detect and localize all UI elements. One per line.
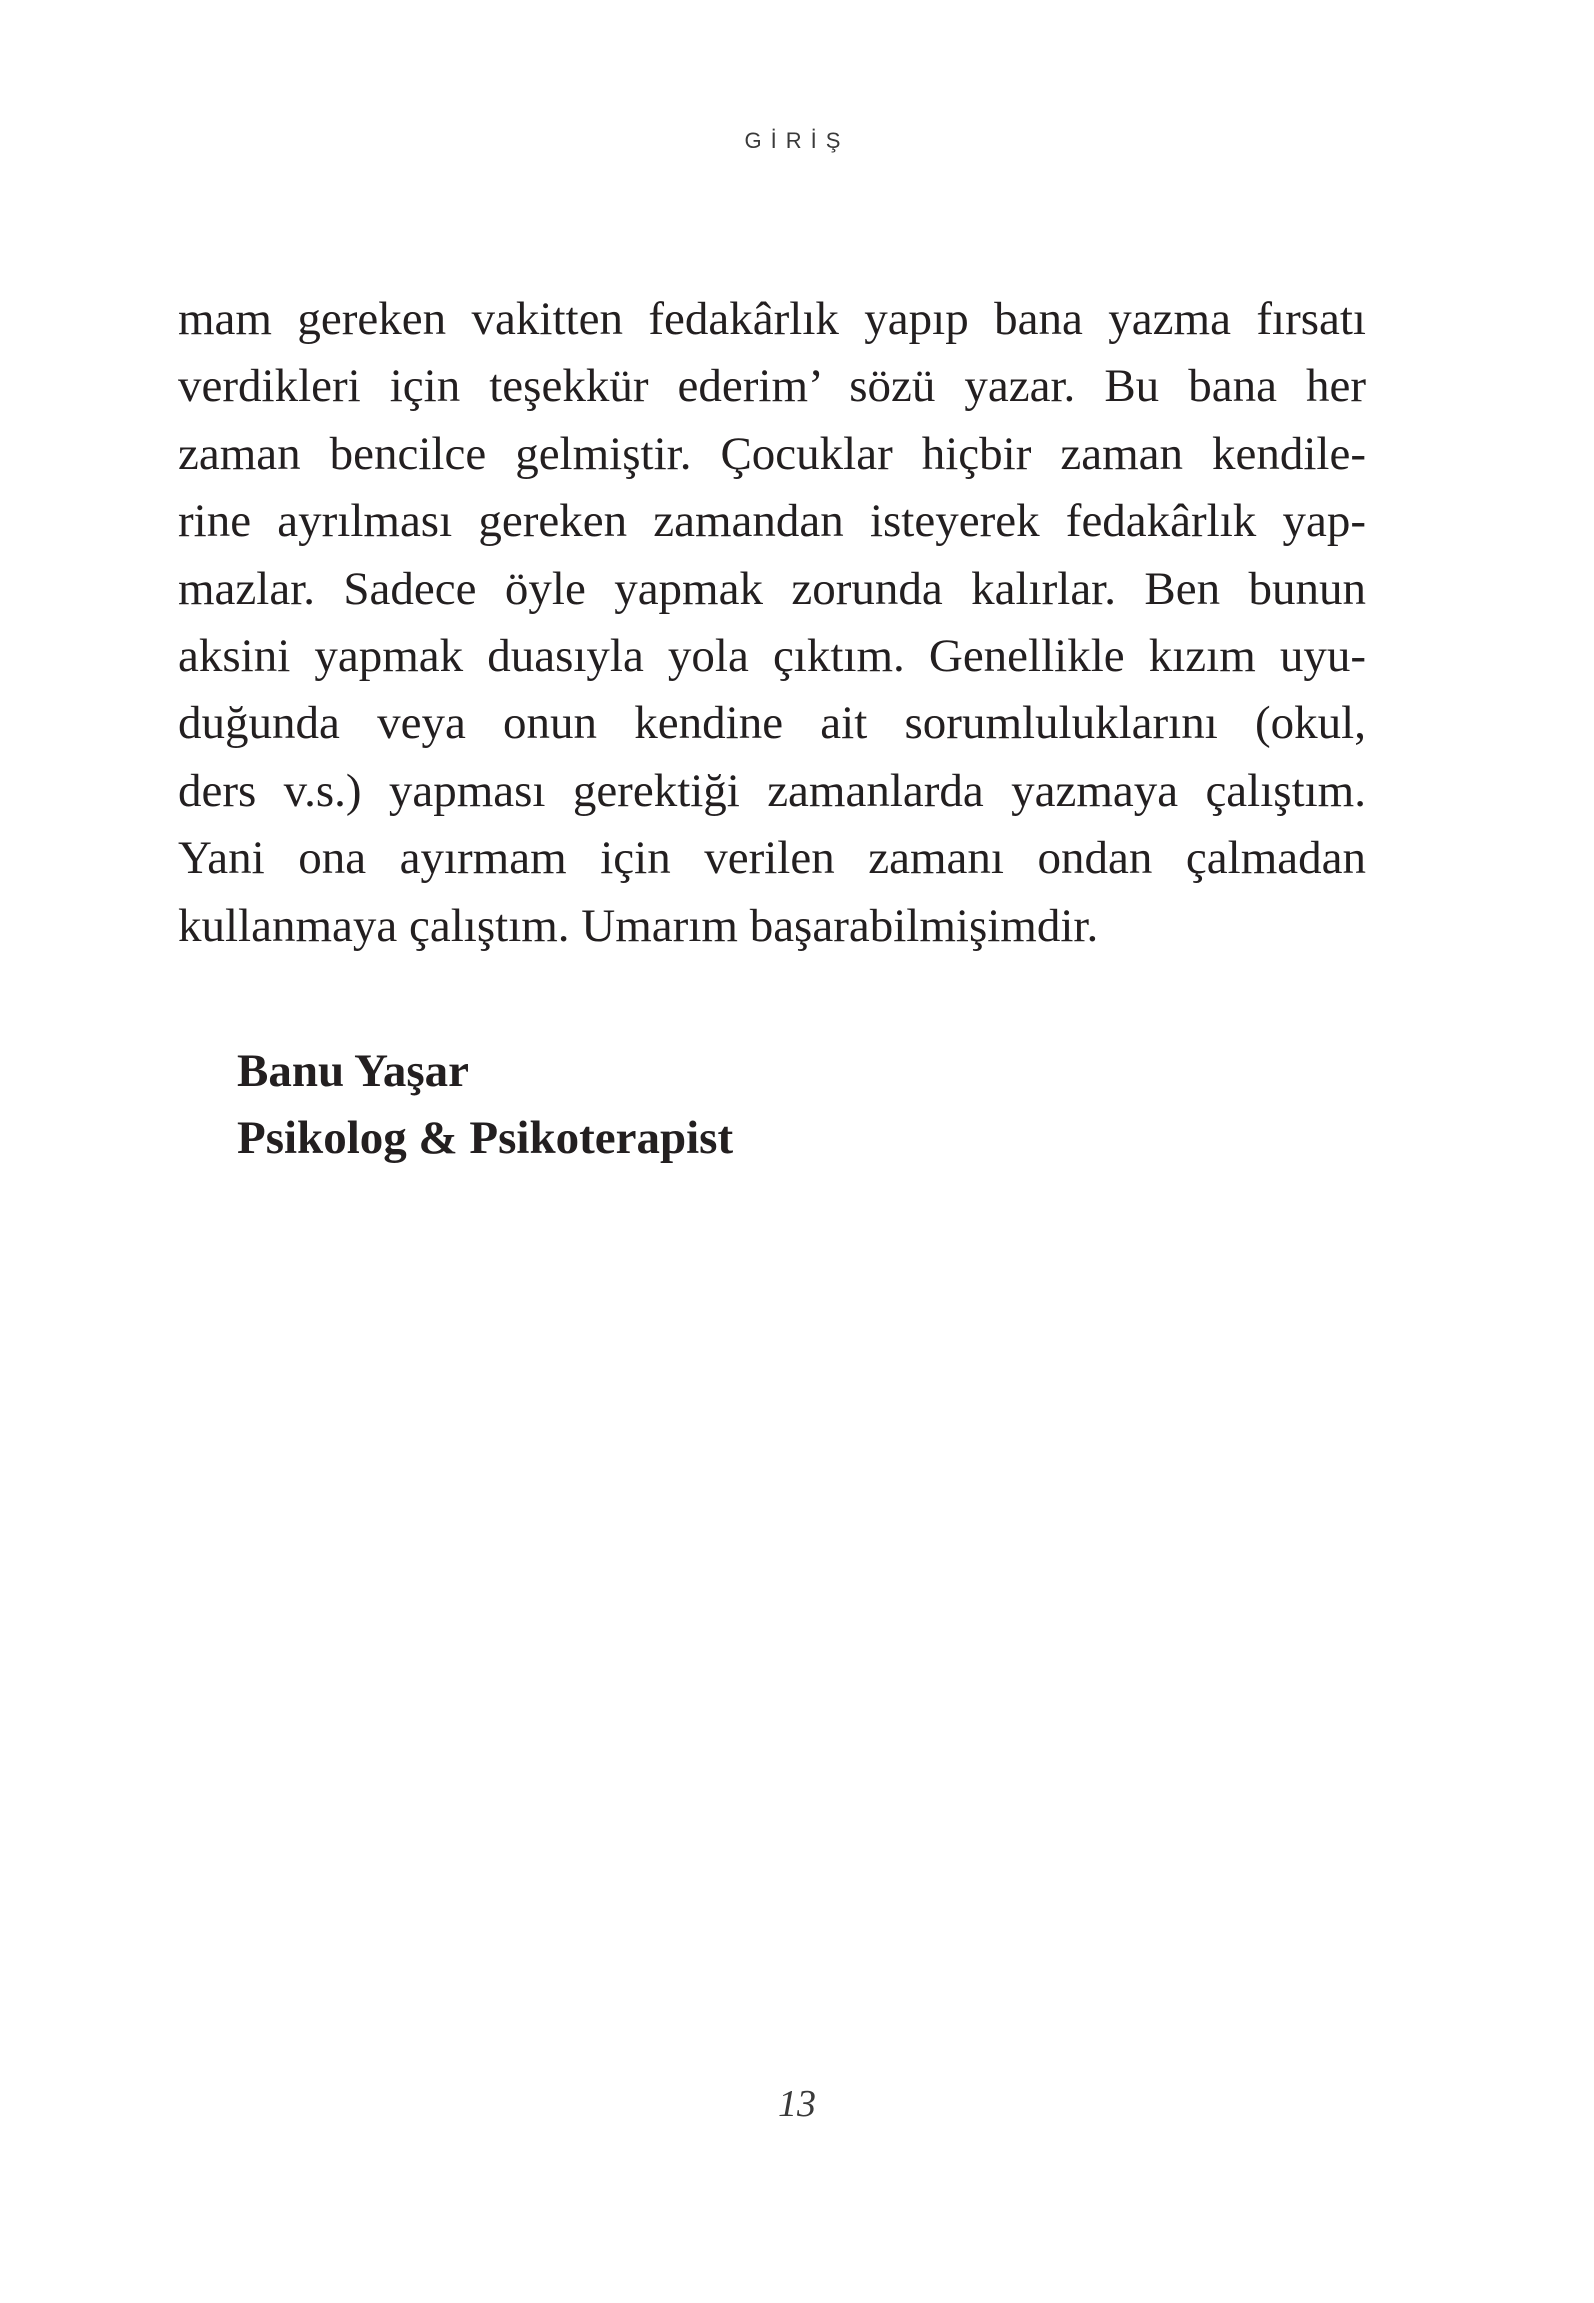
paragraph-line: mam gereken vakitten fedakârlık yapıp bana yazma fırsatı — [178, 293, 1366, 345]
signature-block — [237, 1038, 733, 1172]
body-paragraph — [178, 286, 1366, 960]
paragraph-line: kullanmaya çalıştım. Umarım başarabilmişimdir. — [178, 899, 1099, 952]
paragraph-line: mazlar. Sadece öyle yapmak zorunda kalırlar. Ben bunun — [178, 562, 1366, 615]
paragraph-line: duğunda veya onun kendine ait sorumluluklarını (okul, — [178, 697, 1366, 750]
paragraph-line: zaman bencilce gelmiştir. Çocuklar hiçbir zaman kendile- — [178, 427, 1366, 480]
paragraph-line: rine ayrılması gereken zamandan isteyerek fedakârlık yap- — [178, 495, 1366, 548]
author-name: Banu Yaşar — [237, 1045, 470, 1097]
paragraph-line: aksini yapmak duasıyla yola çıktım. Genellikle kızım uyu- — [178, 629, 1366, 682]
author-title: Psikolog & Psikoterapist — [237, 1112, 734, 1164]
page-number: 13 — [778, 2083, 816, 2125]
paragraph-line: Yani ona ayırmam için verilen zamanı ondan çalmadan — [178, 832, 1366, 885]
running-header: GİRİŞ — [744, 128, 850, 153]
paragraph-line: verdikleri için teşekkür ederim’ sözü yazar. Bu bana her — [178, 360, 1366, 413]
paragraph-line: ders v.s.) yapması gerektiği zamanlarda yazmaya çalıştım. — [178, 764, 1366, 817]
